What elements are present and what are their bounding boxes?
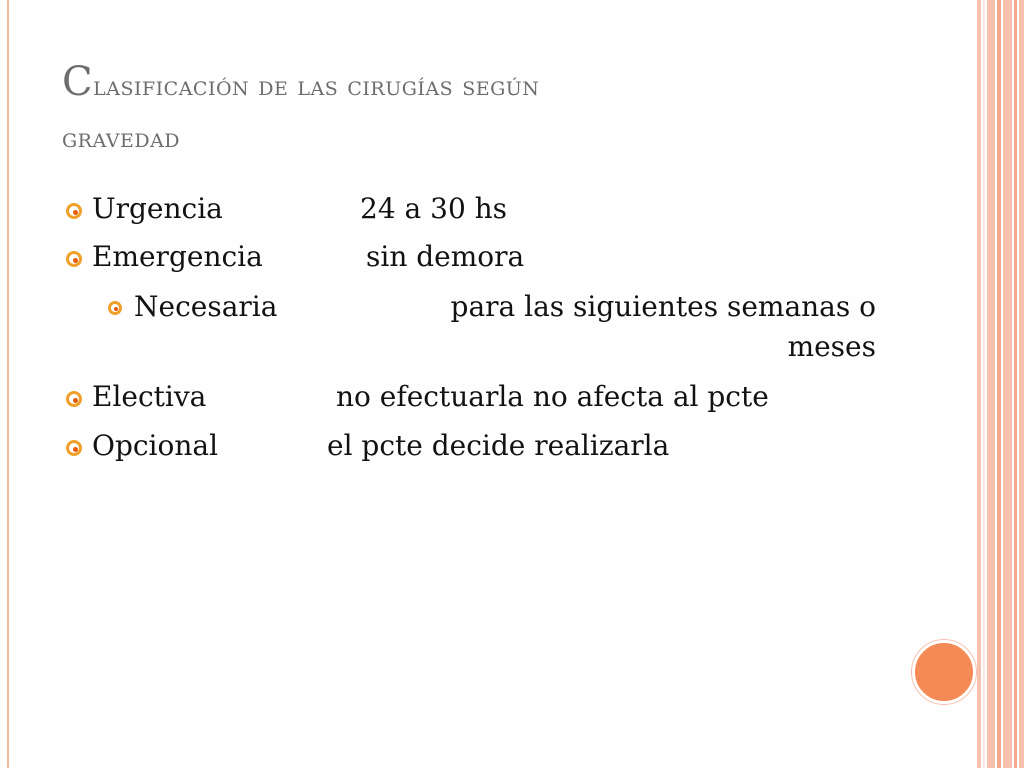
item-term: Necesaria	[134, 290, 278, 323]
list-item	[0, 240, 960, 280]
list-item	[0, 429, 960, 469]
item-description: no efectuarla no afecta al pcte	[336, 380, 769, 413]
list-subitem	[0, 290, 960, 370]
decor-stripe	[1003, 0, 1012, 768]
item-description: sin demora	[366, 240, 525, 273]
slide-title	[62, 56, 942, 165]
list-item	[0, 192, 960, 232]
decor-stripe	[983, 0, 985, 768]
item-term: Emergencia	[92, 240, 263, 273]
item-description: 24 a 30 hs	[360, 192, 508, 225]
title-line-1-text: lasificación de las cirugías según	[93, 71, 540, 102]
decor-stripe	[977, 0, 981, 768]
item-description: el pcte decide realizarla	[327, 429, 670, 462]
item-description: para las siguientes semanas o meses	[450, 290, 876, 363]
title-initial: C	[62, 59, 94, 105]
decor-stripe	[987, 0, 995, 768]
bullet-icon	[108, 301, 122, 315]
item-term: Electiva	[92, 380, 207, 413]
title-line-2: gravedad	[62, 123, 181, 154]
decor-stripe	[1014, 0, 1017, 768]
decor-stripe	[997, 0, 1001, 768]
decor-circle	[912, 640, 976, 704]
item-term: Urgencia	[92, 192, 223, 225]
bullet-icon	[66, 440, 82, 456]
bullet-icon	[66, 251, 82, 267]
bullet-icon	[66, 391, 82, 407]
title-line-1	[62, 56, 942, 113]
bullet-icon	[66, 203, 82, 219]
decor-stripe	[1019, 0, 1024, 768]
list-item	[0, 380, 960, 420]
item-term: Opcional	[92, 429, 219, 462]
